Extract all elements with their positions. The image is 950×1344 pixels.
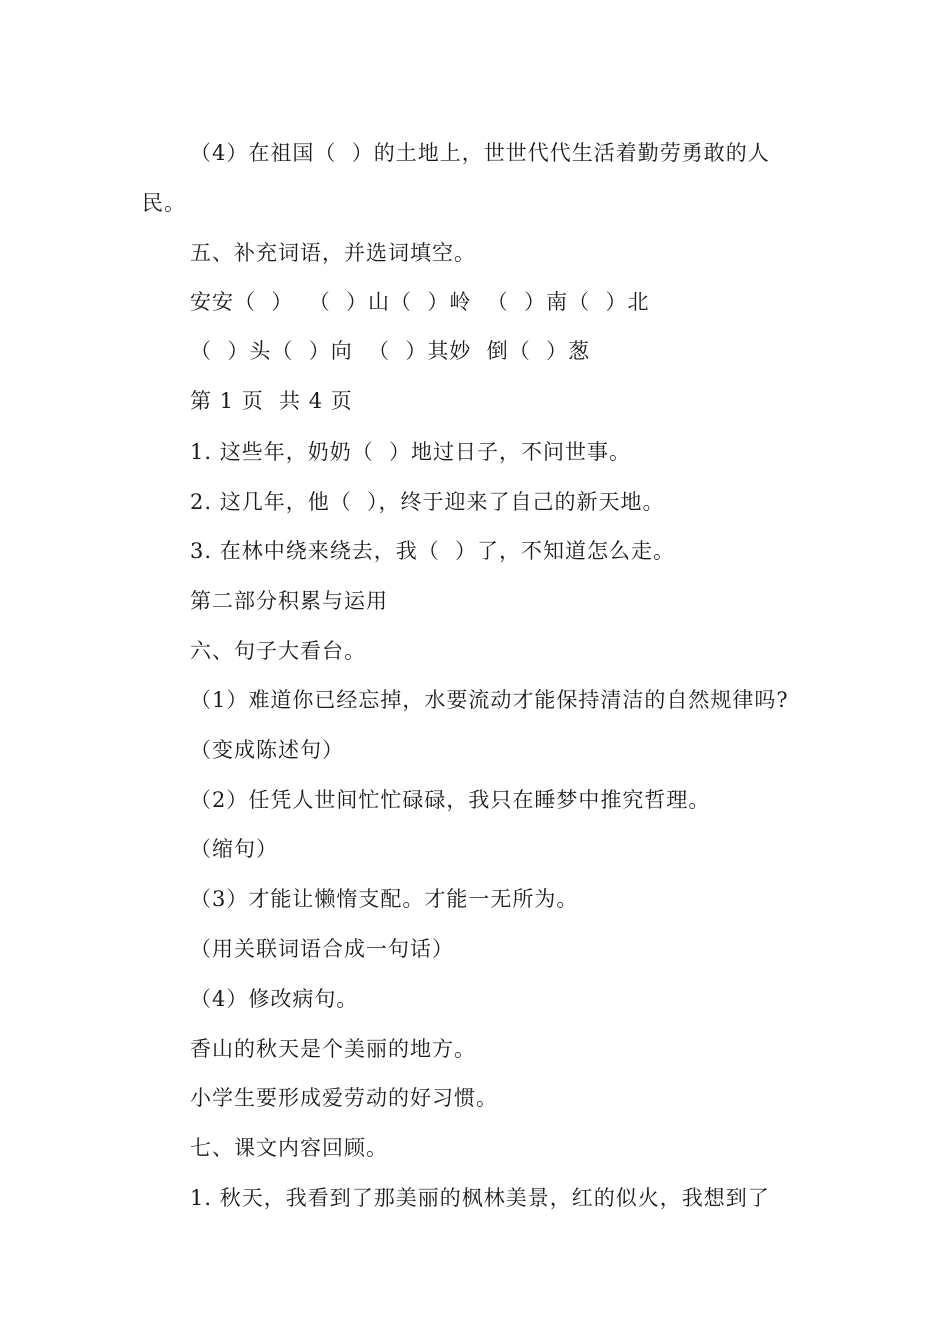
fill-blank-3: 3. 在林中绕来绕去，我（ ）了，不知道怎么走。 bbox=[190, 539, 676, 563]
section-7-heading: 七、课文内容回顾。 bbox=[190, 1136, 388, 1160]
sentence-1-instruction: （变成陈述句） bbox=[190, 738, 344, 762]
sentence-1: （1）难道你已经忘掉，水要流动才能保持清洁的自然规律吗? bbox=[190, 688, 789, 712]
sentence-4: （4）修改病句。 bbox=[190, 987, 359, 1011]
page-number: 第 1 页 共 4 页 bbox=[190, 389, 353, 413]
faulty-sentence-1: 香山的秋天是个美丽的地方。 bbox=[190, 1037, 476, 1061]
idiom-row-2: （ ）头（ ）向 （ ）其妙 倒（ ）葱 bbox=[190, 339, 591, 363]
sentence-3: （3）才能让懒惰支配。才能一无所为。 bbox=[190, 887, 579, 911]
sentence-2: （2）任凭人世间忙忙碌碌，我只在睡梦中推究哲理。 bbox=[190, 788, 711, 812]
review-question-1: 1. 秋天，我看到了那美丽的枫林美景，红的似火，我想到了 bbox=[190, 1186, 770, 1210]
sentence-3-instruction: （用关联词语合成一句话） bbox=[190, 937, 454, 961]
question-4-line: （4）在祖国（ ）的土地上，世世代代生活着勤劳勇敢的人 bbox=[190, 141, 770, 165]
section-5-heading: 五、补充词语，并选词填空。 bbox=[190, 241, 476, 265]
fill-blank-2: 2. 这几年，他（ ），终于迎来了自己的新天地。 bbox=[190, 490, 665, 514]
part-2-heading: 第二部分积累与运用 bbox=[190, 589, 388, 613]
idiom-row-1: 安安（ ） （ ）山（ ）岭 （ ）南（ ）北 bbox=[190, 290, 650, 314]
sentence-2-instruction: （缩句） bbox=[190, 837, 278, 861]
section-6-heading: 六、句子大看台。 bbox=[190, 639, 366, 663]
faulty-sentence-2: 小学生要形成爱劳动的好习惯。 bbox=[190, 1086, 498, 1110]
fill-blank-1: 1. 这些年，奶奶（ ）地过日子，不问世事。 bbox=[190, 440, 632, 464]
question-4-continuation: 民。 bbox=[142, 191, 186, 215]
